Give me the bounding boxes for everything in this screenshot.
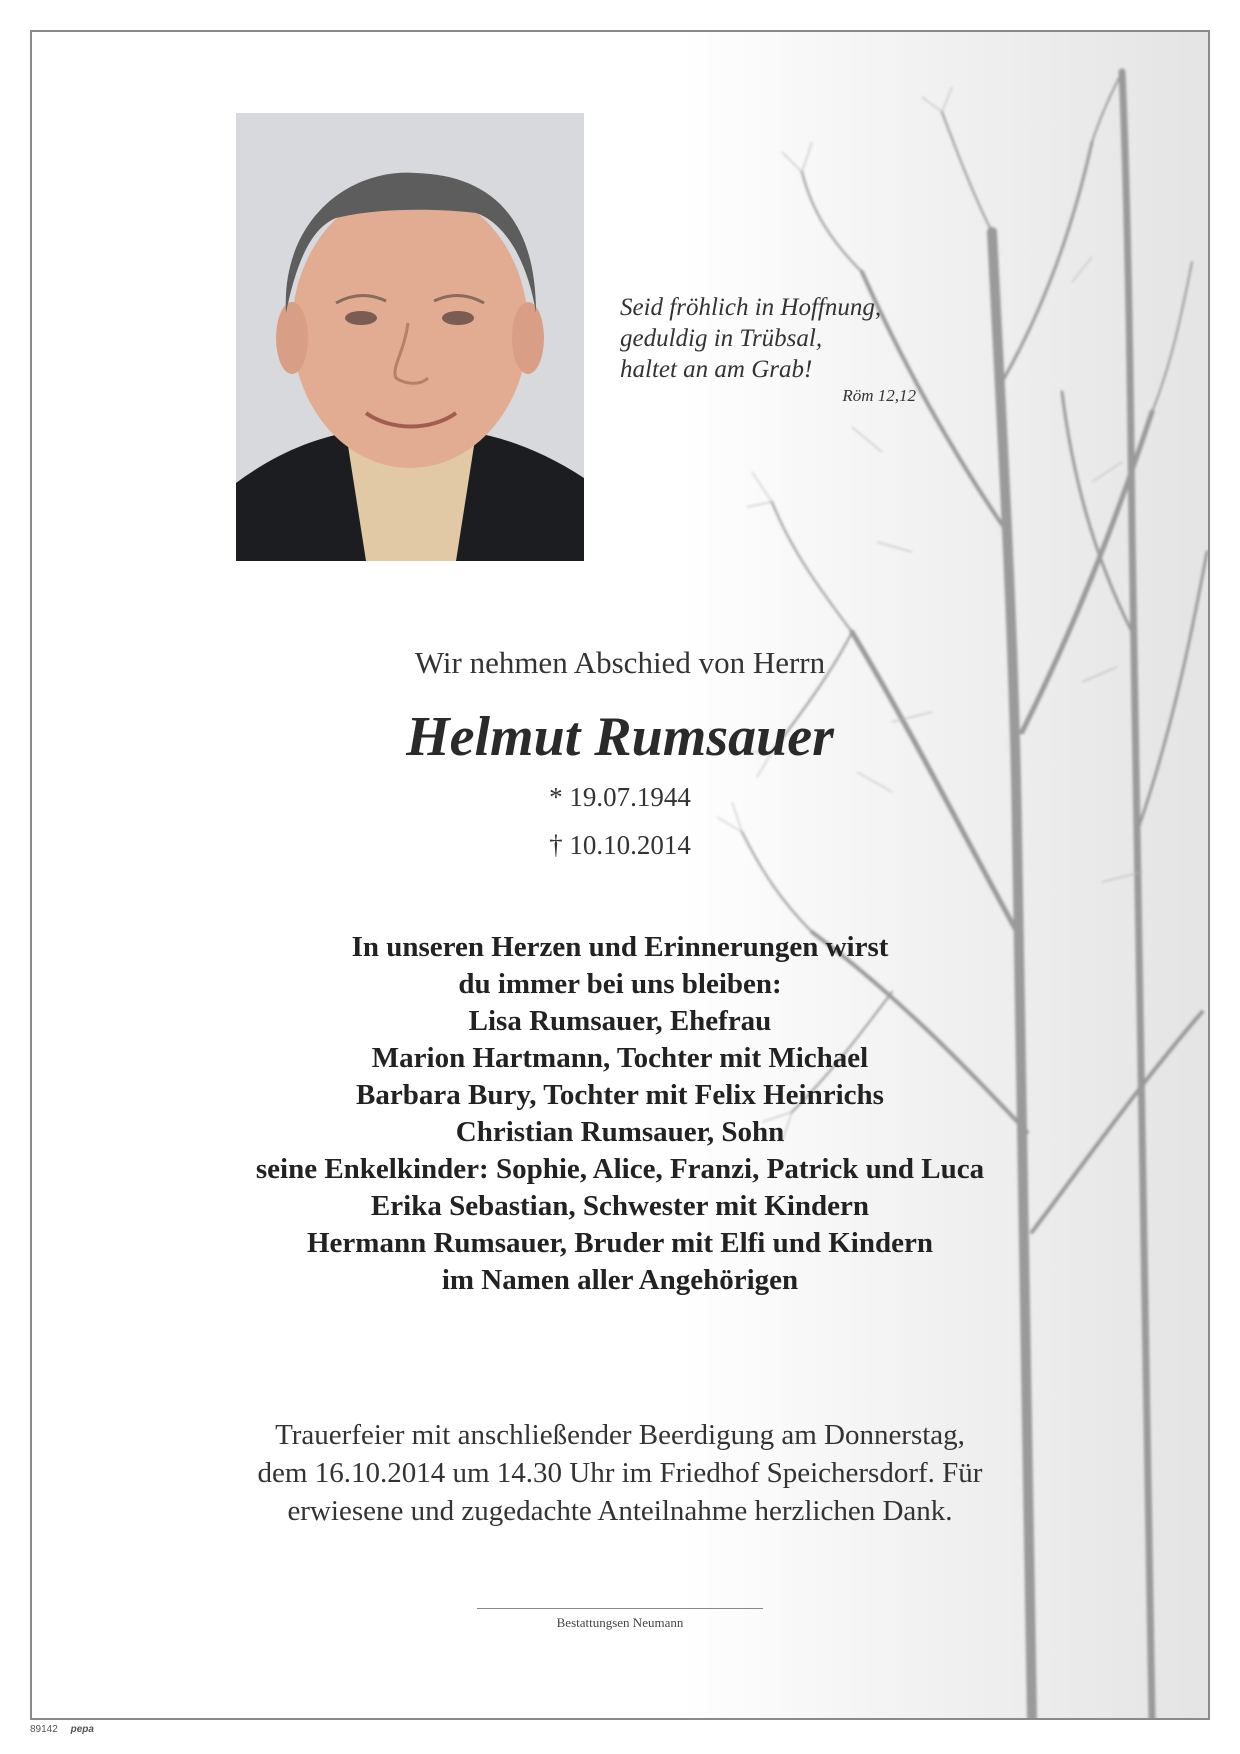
mourner-line: Christian Rumsauer, Sohn bbox=[455, 1116, 785, 1148]
quote-line: geduldig in Trübsal, bbox=[620, 325, 823, 352]
mourner-line: Lisa Rumsauer, Ehefrau bbox=[468, 1005, 772, 1037]
bible-quote bbox=[620, 292, 940, 407]
print-footer bbox=[30, 1724, 94, 1735]
farewell-intro: Wir nehmen Abschied von Herrn bbox=[414, 645, 826, 680]
quote-reference: Röm 12,12 bbox=[842, 386, 916, 405]
funeral-home-signature: Bestattungsen Neumann bbox=[556, 1615, 684, 1630]
print-code: 89142 bbox=[30, 1724, 58, 1735]
mourner-line: In unseren Herzen und Erinnerungen wirst bbox=[351, 931, 889, 963]
mourner-line: Hermann Rumsauer, Bruder mit Elfi und Kindern bbox=[307, 1227, 933, 1259]
service-line: Trauerfeier mit anschließender Beerdigung am Donnerstag, bbox=[275, 1419, 965, 1451]
death-date: † 10.10.2014 bbox=[549, 830, 691, 860]
mourner-line: du immer bei uns bleiben: bbox=[458, 968, 782, 1000]
portrait-photo bbox=[236, 113, 584, 561]
service-line: dem 16.10.2014 um 14.30 Uhr im Friedhof Speichersdorf. Für bbox=[257, 1457, 983, 1489]
person-portrait-image bbox=[236, 113, 584, 561]
funeral-service-info bbox=[0, 1416, 1240, 1530]
mourner-line: im Namen aller Angehörigen bbox=[441, 1264, 799, 1296]
publisher-logo: pepa bbox=[70, 1724, 94, 1735]
deceased-name: Helmut Rumsauer bbox=[406, 706, 834, 768]
service-line: erwiesene und zugedachte Anteilnahme herzlichen Dank. bbox=[287, 1495, 953, 1527]
quote-line: haltet an am Grab! bbox=[620, 356, 813, 383]
mourners-list bbox=[0, 929, 1240, 1299]
mourner-line: Barbara Bury, Tochter mit Felix Heinrichs bbox=[356, 1079, 884, 1111]
mourner-line: seine Enkelkinder: Sophie, Alice, Franzi, Patrick und Luca bbox=[255, 1153, 985, 1185]
mourner-line: Marion Hartmann, Tochter mit Michael bbox=[371, 1042, 869, 1074]
signature-divider bbox=[477, 1608, 763, 1609]
quote-line: Seid fröhlich in Hoffnung, bbox=[620, 294, 882, 321]
mourner-line: Erika Sebastian, Schwester mit Kindern bbox=[370, 1190, 870, 1222]
birth-date: * 19.07.1944 bbox=[549, 782, 691, 812]
